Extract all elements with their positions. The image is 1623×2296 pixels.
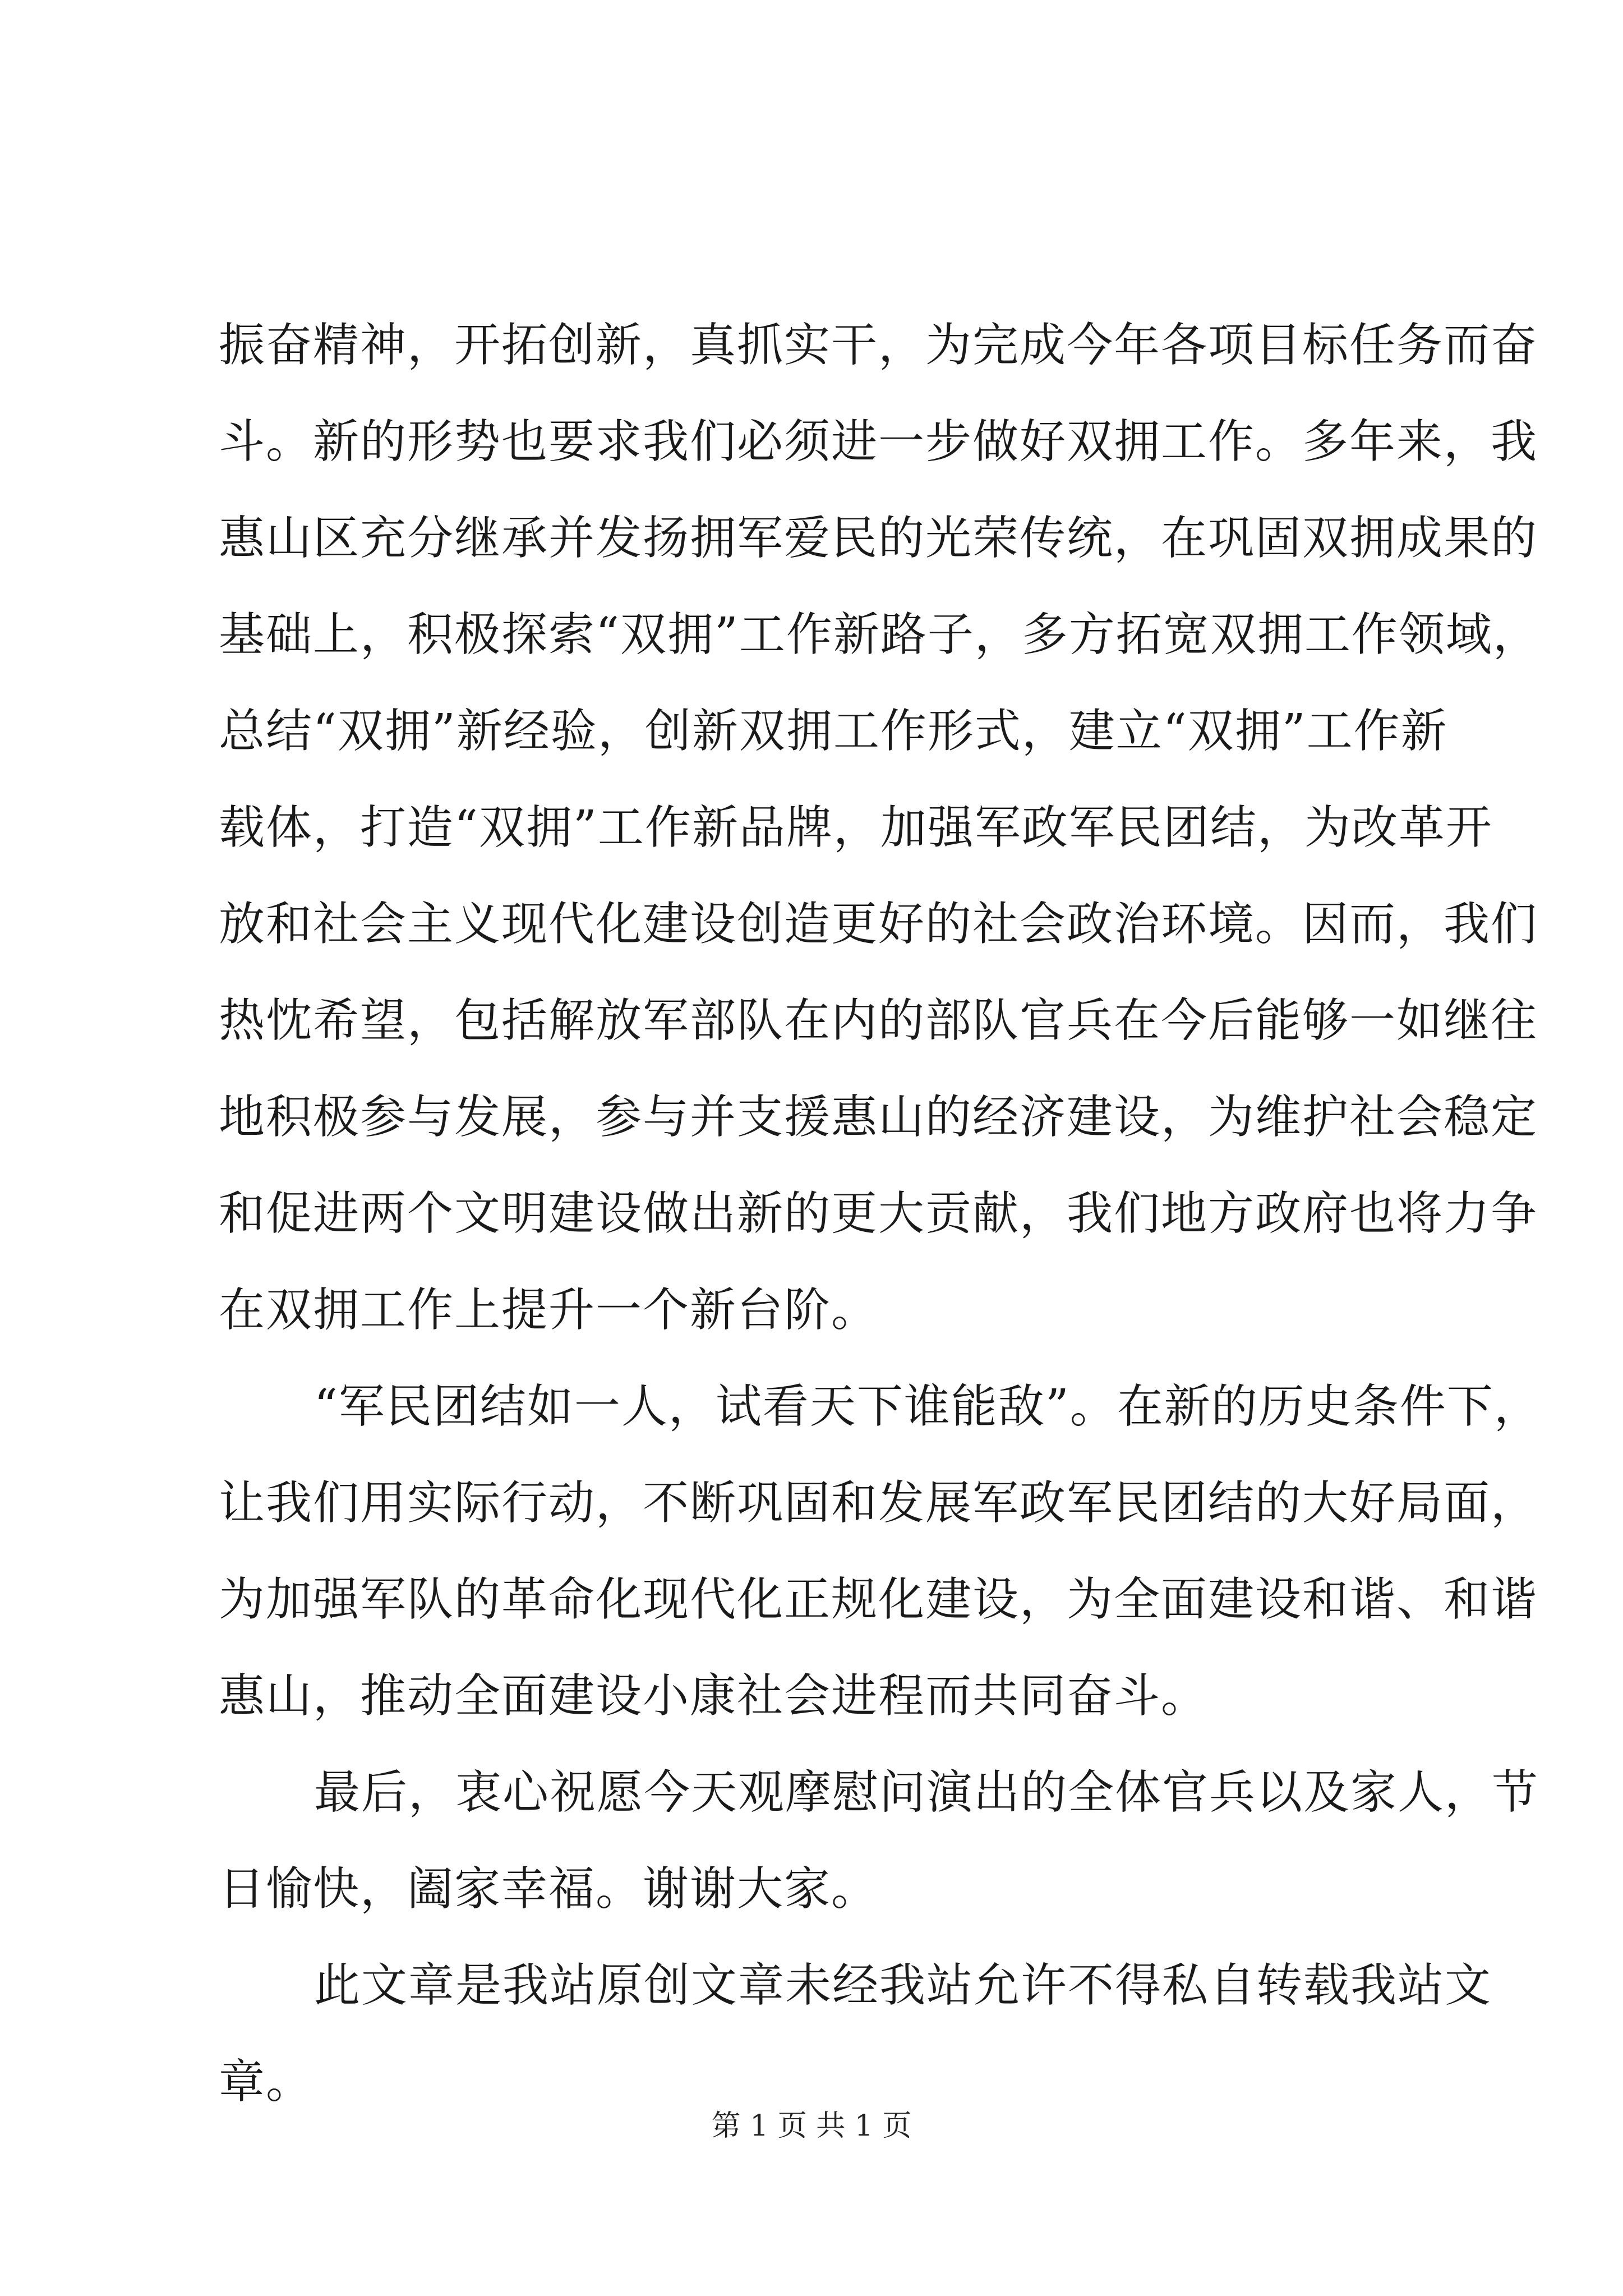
paragraph-2 (219, 1359, 1541, 1745)
text-line: 振奋精神，开拓创新，真抓实干，为完成今年各项目标任务而奋 (219, 319, 1538, 372)
text-line: 斗。新的形势也要求我们必须进一步做好双拥工作。多年来，我 (219, 415, 1538, 468)
text-line: 日愉快，阖家幸福。谢谢大家。 (219, 1862, 879, 1916)
document-body (219, 297, 1541, 2131)
text-line: 和促进两个文明建设做出新的更大贡献，我们地方政府也将力争 (219, 1187, 1538, 1240)
page-footer: 第 1 页 共 1 页 (711, 2109, 912, 2143)
text-line: 惠山，推动全面建设小康社会进程而共同奋斗。 (219, 1669, 1209, 1723)
text-line: 章。 (219, 2055, 313, 2109)
text-line: 基础上，积极探索“双拥”工作新路子，多方拓宽双拥工作领域， (219, 608, 1540, 661)
text-line: 载体，打造“双拥”工作新品牌，加强军政军民团结，为改革开 (219, 801, 1493, 854)
text-line: 此文章是我站原创文章未经我站允许不得私自转载我站文 (314, 1959, 1492, 2012)
paragraph-1 (219, 297, 1540, 1359)
text-line: 在双拥工作上提升一个新台阶。 (219, 1283, 879, 1337)
paragraph-4 (219, 1938, 1492, 2131)
text-line: 总结“双拥”新经验，创新双拥工作形式，建立“双拥”工作新 (219, 705, 1448, 758)
text-line: 热忱希望，包括解放军部队在内的部队官兵在今后能够一如继往 (219, 994, 1538, 1047)
text-line: 放和社会主义现代化建设创造更好的社会政治环境。因而，我们 (219, 898, 1538, 951)
text-line: 最后，衷心祝愿今天观摩慰问演出的全体官兵以及家人，节 (314, 1766, 1539, 1819)
text-line: 让我们用实际行动，不断巩固和发展军政军民团结的大好局面， (219, 1476, 1538, 1530)
text-line: 地积极参与发展，参与并支援惠山的经济建设，为维护社会稳定 (219, 1091, 1538, 1144)
text-line: 惠山区充分继承并发扬拥军爱民的光荣传统，在巩固双拥成果的 (219, 512, 1538, 565)
text-line: 为加强军队的革命化现代化正规化建设，为全面建设和谐、和谐 (219, 1573, 1538, 1626)
paragraph-3 (219, 1745, 1539, 1938)
text-line: “军民团结如一人，试看天下谁能敌”。在新的历史条件下， (314, 1380, 1541, 1433)
